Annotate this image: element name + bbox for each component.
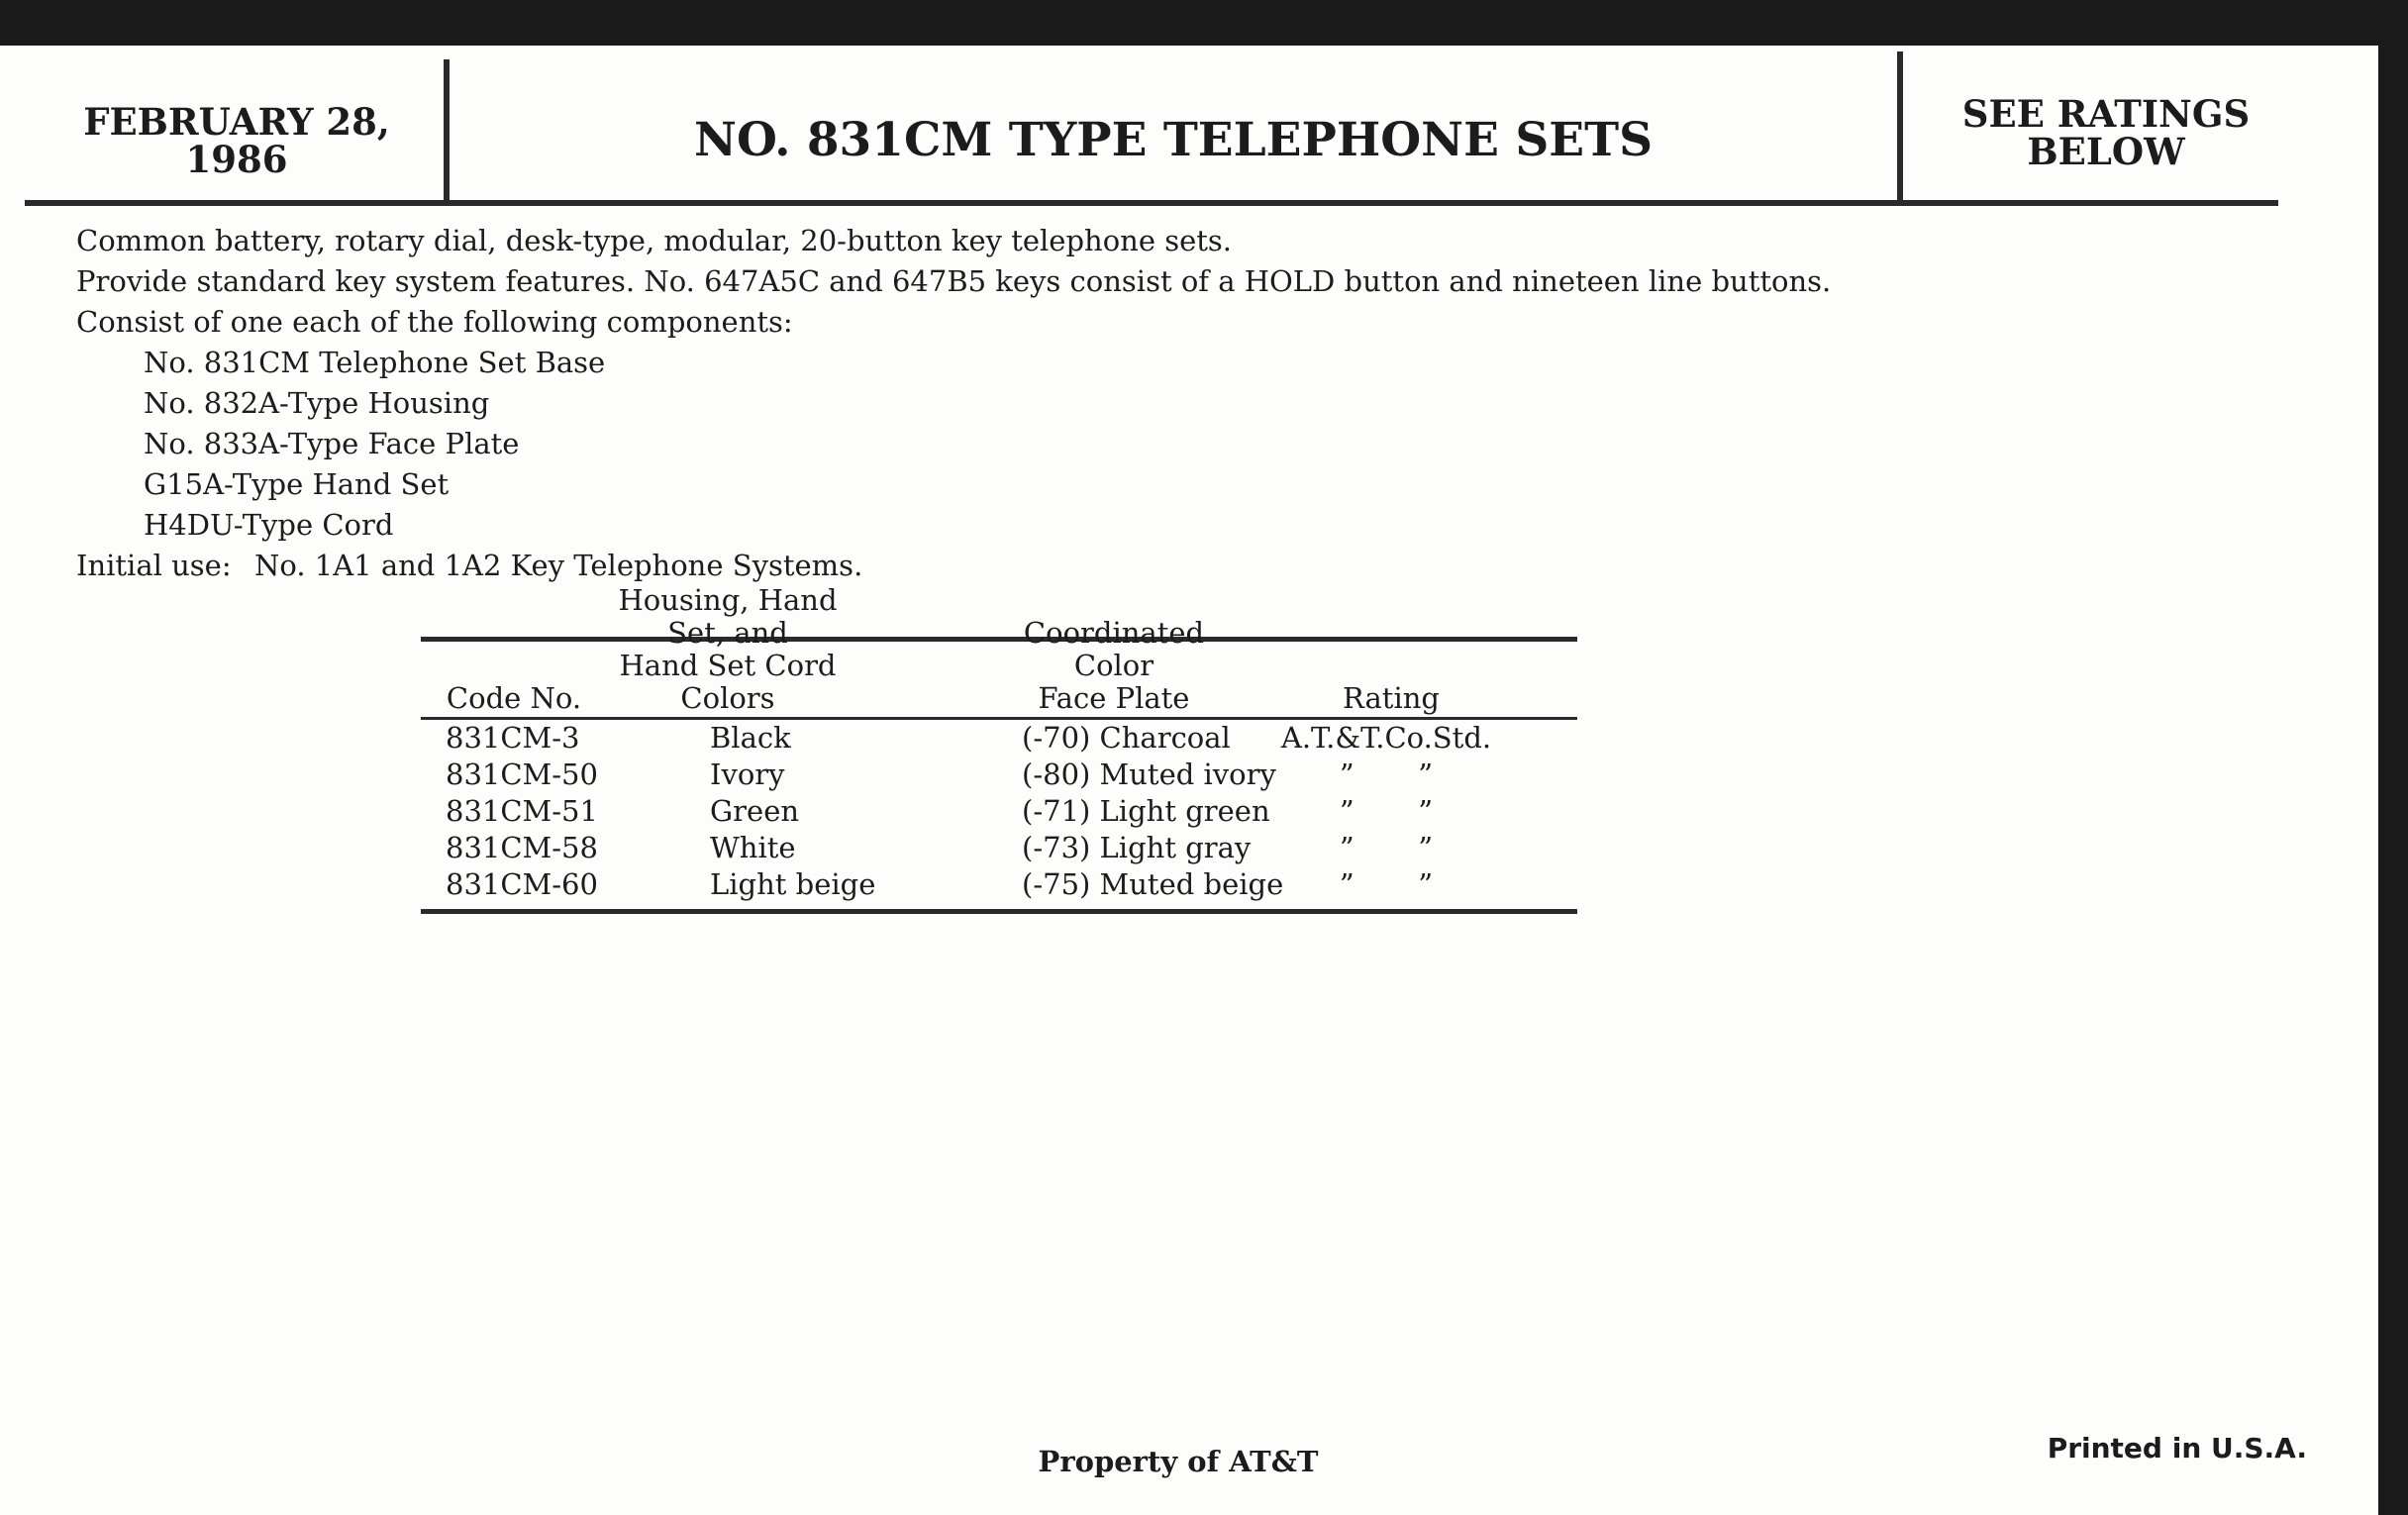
cell-face-plate: (-70) Charcoal xyxy=(1022,721,1231,755)
cell-rating: ” ” xyxy=(1339,794,1434,828)
cell-code: 831CM-50 xyxy=(446,758,598,791)
footer-property: Property of AT&T xyxy=(1038,1445,1319,1478)
component-item: No. 832A-Type Housing xyxy=(144,386,490,420)
catalog-card xyxy=(0,46,2378,1515)
header-colors xyxy=(604,584,852,715)
cell-code: 831CM-51 xyxy=(446,794,598,828)
table-bottom-rule xyxy=(421,909,1577,914)
cell-rating: ” ” xyxy=(1339,867,1434,901)
table-row xyxy=(421,830,1577,866)
header-code-no: Code No. xyxy=(446,681,582,715)
initial-use-value: No. 1A1 and 1A2 Key Telephone Systems. xyxy=(254,549,863,582)
page-title: NO. 831CM TYPE TELEPHONE SETS xyxy=(693,113,1654,167)
cell-color: Light beige xyxy=(710,867,876,901)
table-row xyxy=(421,866,1577,903)
cell-rating: ” ” xyxy=(1339,758,1434,791)
component-item: H4DU-Type Cord xyxy=(144,508,394,542)
component-item: No. 833A-Type Face Plate xyxy=(144,427,520,460)
header-rule xyxy=(25,200,2278,206)
cell-face-plate: (-73) Light gray xyxy=(1022,831,1252,864)
table-body xyxy=(421,720,1577,903)
header-face-plate-line2: Face Plate xyxy=(1038,681,1190,715)
component-item: G15A-Type Hand Set xyxy=(144,467,450,501)
cell-face-plate: (-75) Muted beige xyxy=(1022,867,1284,901)
header-face-plate-line1: Coordinated Color xyxy=(1023,616,1205,682)
header-date-line1: FEBRUARY 28, xyxy=(83,100,390,144)
cell-face-plate: (-71) Light green xyxy=(1022,794,1270,828)
table-row xyxy=(421,720,1577,757)
footer-printed: Printed in U.S.A. xyxy=(2047,1432,2307,1464)
header-colors-line1: Housing, Hand Set, and xyxy=(618,583,838,650)
header-rating-line1: SEE RATINGS xyxy=(1961,92,2251,136)
description-line3: Consist of one each of the following components: xyxy=(76,305,793,339)
table-header xyxy=(421,583,1577,717)
header-rating-line2: BELOW xyxy=(2027,130,2185,173)
cell-code: 831CM-3 xyxy=(446,721,580,755)
description-line1: Common battery, rotary dial, desk-type, modular, 20-button key telephone sets. xyxy=(76,224,1233,257)
header-date-line2: 1986 xyxy=(185,138,288,181)
header-rating-note xyxy=(1903,92,2309,173)
cell-color: White xyxy=(710,831,796,864)
code-table xyxy=(421,583,1577,914)
cell-color: Ivory xyxy=(710,758,785,791)
header-face-plate xyxy=(1000,617,1228,715)
cell-color: Black xyxy=(710,721,791,755)
description-block xyxy=(76,221,1831,586)
component-item: No. 831CM Telephone Set Base xyxy=(144,346,606,379)
header-date xyxy=(30,100,444,181)
table-row xyxy=(421,757,1577,793)
initial-use-line xyxy=(76,546,1831,586)
cell-color: Green xyxy=(710,794,800,828)
header-rating: Rating xyxy=(1343,681,1440,715)
initial-use-label: Initial use: xyxy=(76,549,232,582)
cell-rating: A.T.&T.Co.Std. xyxy=(1280,721,1492,755)
cell-face-plate: (-80) Muted ivory xyxy=(1022,758,1276,791)
header-colors-line2: Hand Set Cord Colors xyxy=(619,649,837,715)
cell-rating: ” ” xyxy=(1339,831,1434,864)
cell-code: 831CM-60 xyxy=(446,867,598,901)
table-row xyxy=(421,793,1577,830)
cell-code: 831CM-58 xyxy=(446,831,598,864)
description-line2: Provide standard key system features. No. 647A5C and 647B5 keys consist of a HOLD button and nineteen line buttons. xyxy=(76,264,1832,298)
